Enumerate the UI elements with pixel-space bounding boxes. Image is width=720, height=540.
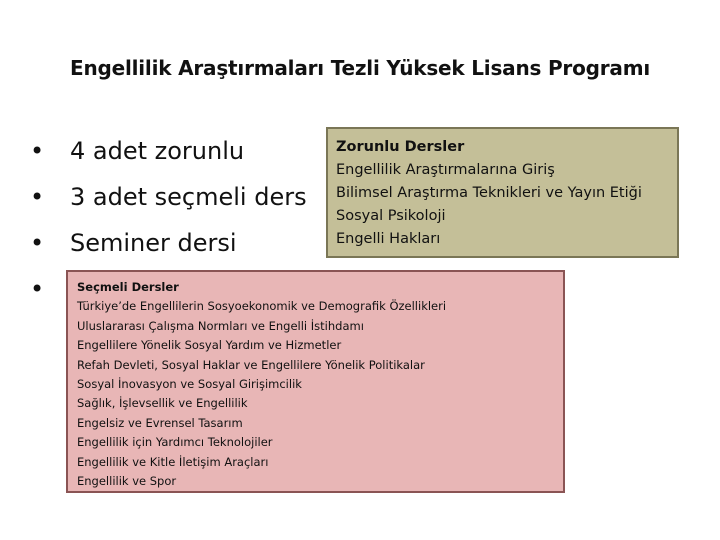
elective-courses-heading: Seçmeli Dersler: [77, 280, 179, 294]
required-course-item: Engelli Hakları: [336, 231, 441, 247]
elective-courses-box: [66, 270, 565, 493]
bullet-text: 3 adet seçmeli ders: [70, 183, 307, 211]
elective-course-item: Engellilik için Yardımcı Teknolojiler: [77, 435, 273, 450]
elective-course-item: Refah Devleti, Sosyal Haklar ve Engellilere Yönelik Politikalar: [77, 357, 425, 372]
bullet-item: [28, 178, 307, 224]
required-courses-box: [326, 127, 679, 258]
elective-course-item: Sağlık, İşlevsellik ve Engellilik: [77, 396, 248, 411]
required-course-item: Bilimsel Araştırma Teknikleri ve Yayın Etiği: [336, 185, 642, 201]
bullet-dot-icon: •: [30, 183, 45, 211]
elective-course-item: Engelsiz ve Evrensel Tasarım: [77, 415, 243, 430]
bullet-item: [28, 224, 307, 270]
required-courses-heading: Zorunlu Dersler: [336, 139, 465, 155]
bullet-dot-icon: •: [30, 275, 45, 303]
elective-course-item: Engellilere Yönelik Sosyal Yardım ve Hizmetler: [77, 338, 342, 353]
elective-course-item: Uluslararası Çalışma Normları ve Engelli İstihdamı: [77, 318, 364, 333]
page-title: Engellilik Araştırmaları Tezli Yüksek Lisans Programı: [69, 56, 650, 80]
bullet-item: [28, 132, 307, 178]
elective-course-item: Sosyal İnovasyon ve Sosyal Girişimcilik: [77, 377, 302, 392]
bullet-text: 4 adet zorunlu: [70, 137, 245, 165]
elective-course-item: Engellilik ve Spor: [77, 474, 177, 489]
bullet-dot-icon: •: [30, 229, 45, 257]
bullet-dot-icon: •: [30, 137, 45, 165]
elective-course-item: Türkiye’de Engellilerin Sosyoekonomik ve Demografik Özellikleri: [77, 299, 447, 314]
bullet-text: Seminer dersi: [70, 229, 237, 257]
elective-course-item: Engellilik ve Kitle İletişim Araçları: [77, 454, 269, 469]
required-course-item: Sosyal Psikoloji: [336, 208, 446, 224]
required-course-item: Engellilik Araştırmalarına Giriş: [336, 162, 555, 178]
